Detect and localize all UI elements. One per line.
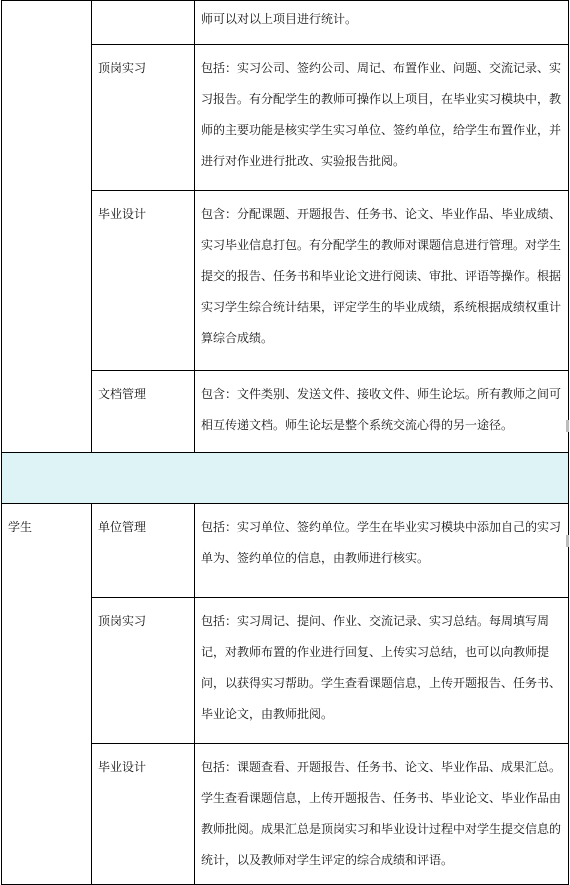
table-row [2, 504, 569, 598]
description-cell: 包括：实习公司、签约公司、周记、布置作业、问题、交流记录、实习报告。有分配学生的教师可操作以上项目，在毕业实习模块中，教师的主要功能是核实学生实习单位、签约单位，给学生布置作业，并进行对作业进行批改、实验报告批阅。 [195, 45, 569, 191]
module-cell: 顶岗实习 [92, 598, 195, 744]
description-cell: 师可以对以上项目进行统计。 [195, 1, 569, 45]
module-cell: 顶岗实习 [92, 45, 195, 191]
description-cell: 包含：分配课题、开题报告、任务书、论文、毕业作品、毕业成绩、实习毕业信息打包。有分配学生的教师对课题信息进行管理。对学生提交的报告、任务书和毕业论文进行阅读、审批、评语等操作。根据实习学生综合统计结果，评定学生的毕业成绩，系统根据成绩权重计算综合成绩。 [195, 191, 569, 371]
module-cell [92, 1, 195, 45]
scroll-marker [566, 535, 569, 547]
scroll-marker [566, 420, 569, 432]
module-cell: 文档管理 [92, 371, 195, 453]
description-cell: 包含：文件类别、发送文件、接收文件、师生论坛。所有教师之间可相互传递文档。师生论坛是整个系统交流心得的另一途径。 [195, 371, 569, 453]
module-table [1, 0, 569, 885]
separator-band-cell [2, 453, 569, 504]
description-cell: 包括：实习单位、签约单位。学生在毕业实习模块中添加自己的实习单为、签约单位的信息，由教师进行核实。 [195, 504, 569, 598]
module-cell: 毕业设计 [92, 744, 195, 885]
module-cell: 单位管理 [92, 504, 195, 598]
role-cell-student: 学生 [2, 504, 92, 885]
table-row [2, 1, 569, 45]
module-cell: 毕业设计 [92, 191, 195, 371]
description-cell: 包括：实习周记、提问、作业、交流记录、实习总结。每周填写周记，对教师布置的作业进行回复、上传实习总结，也可以向教师提问，以获得实习帮助。学生查看课题信息，上传开题报告、任务书、毕业论文，由教师批阅。 [195, 598, 569, 744]
role-cell-teacher [2, 1, 92, 453]
separator-band [2, 453, 569, 504]
description-cell: 包括：课题查看、开题报告、任务书、论文、毕业作品、成果汇总。学生查看课题信息，上传开题报告、任务书、毕业论文、毕业作品由教师批阅。成果汇总是顶岗实习和毕业设计过程中对学生提交信息的统计，以及教师对学生评定的综合成绩和评语。 [195, 744, 569, 885]
